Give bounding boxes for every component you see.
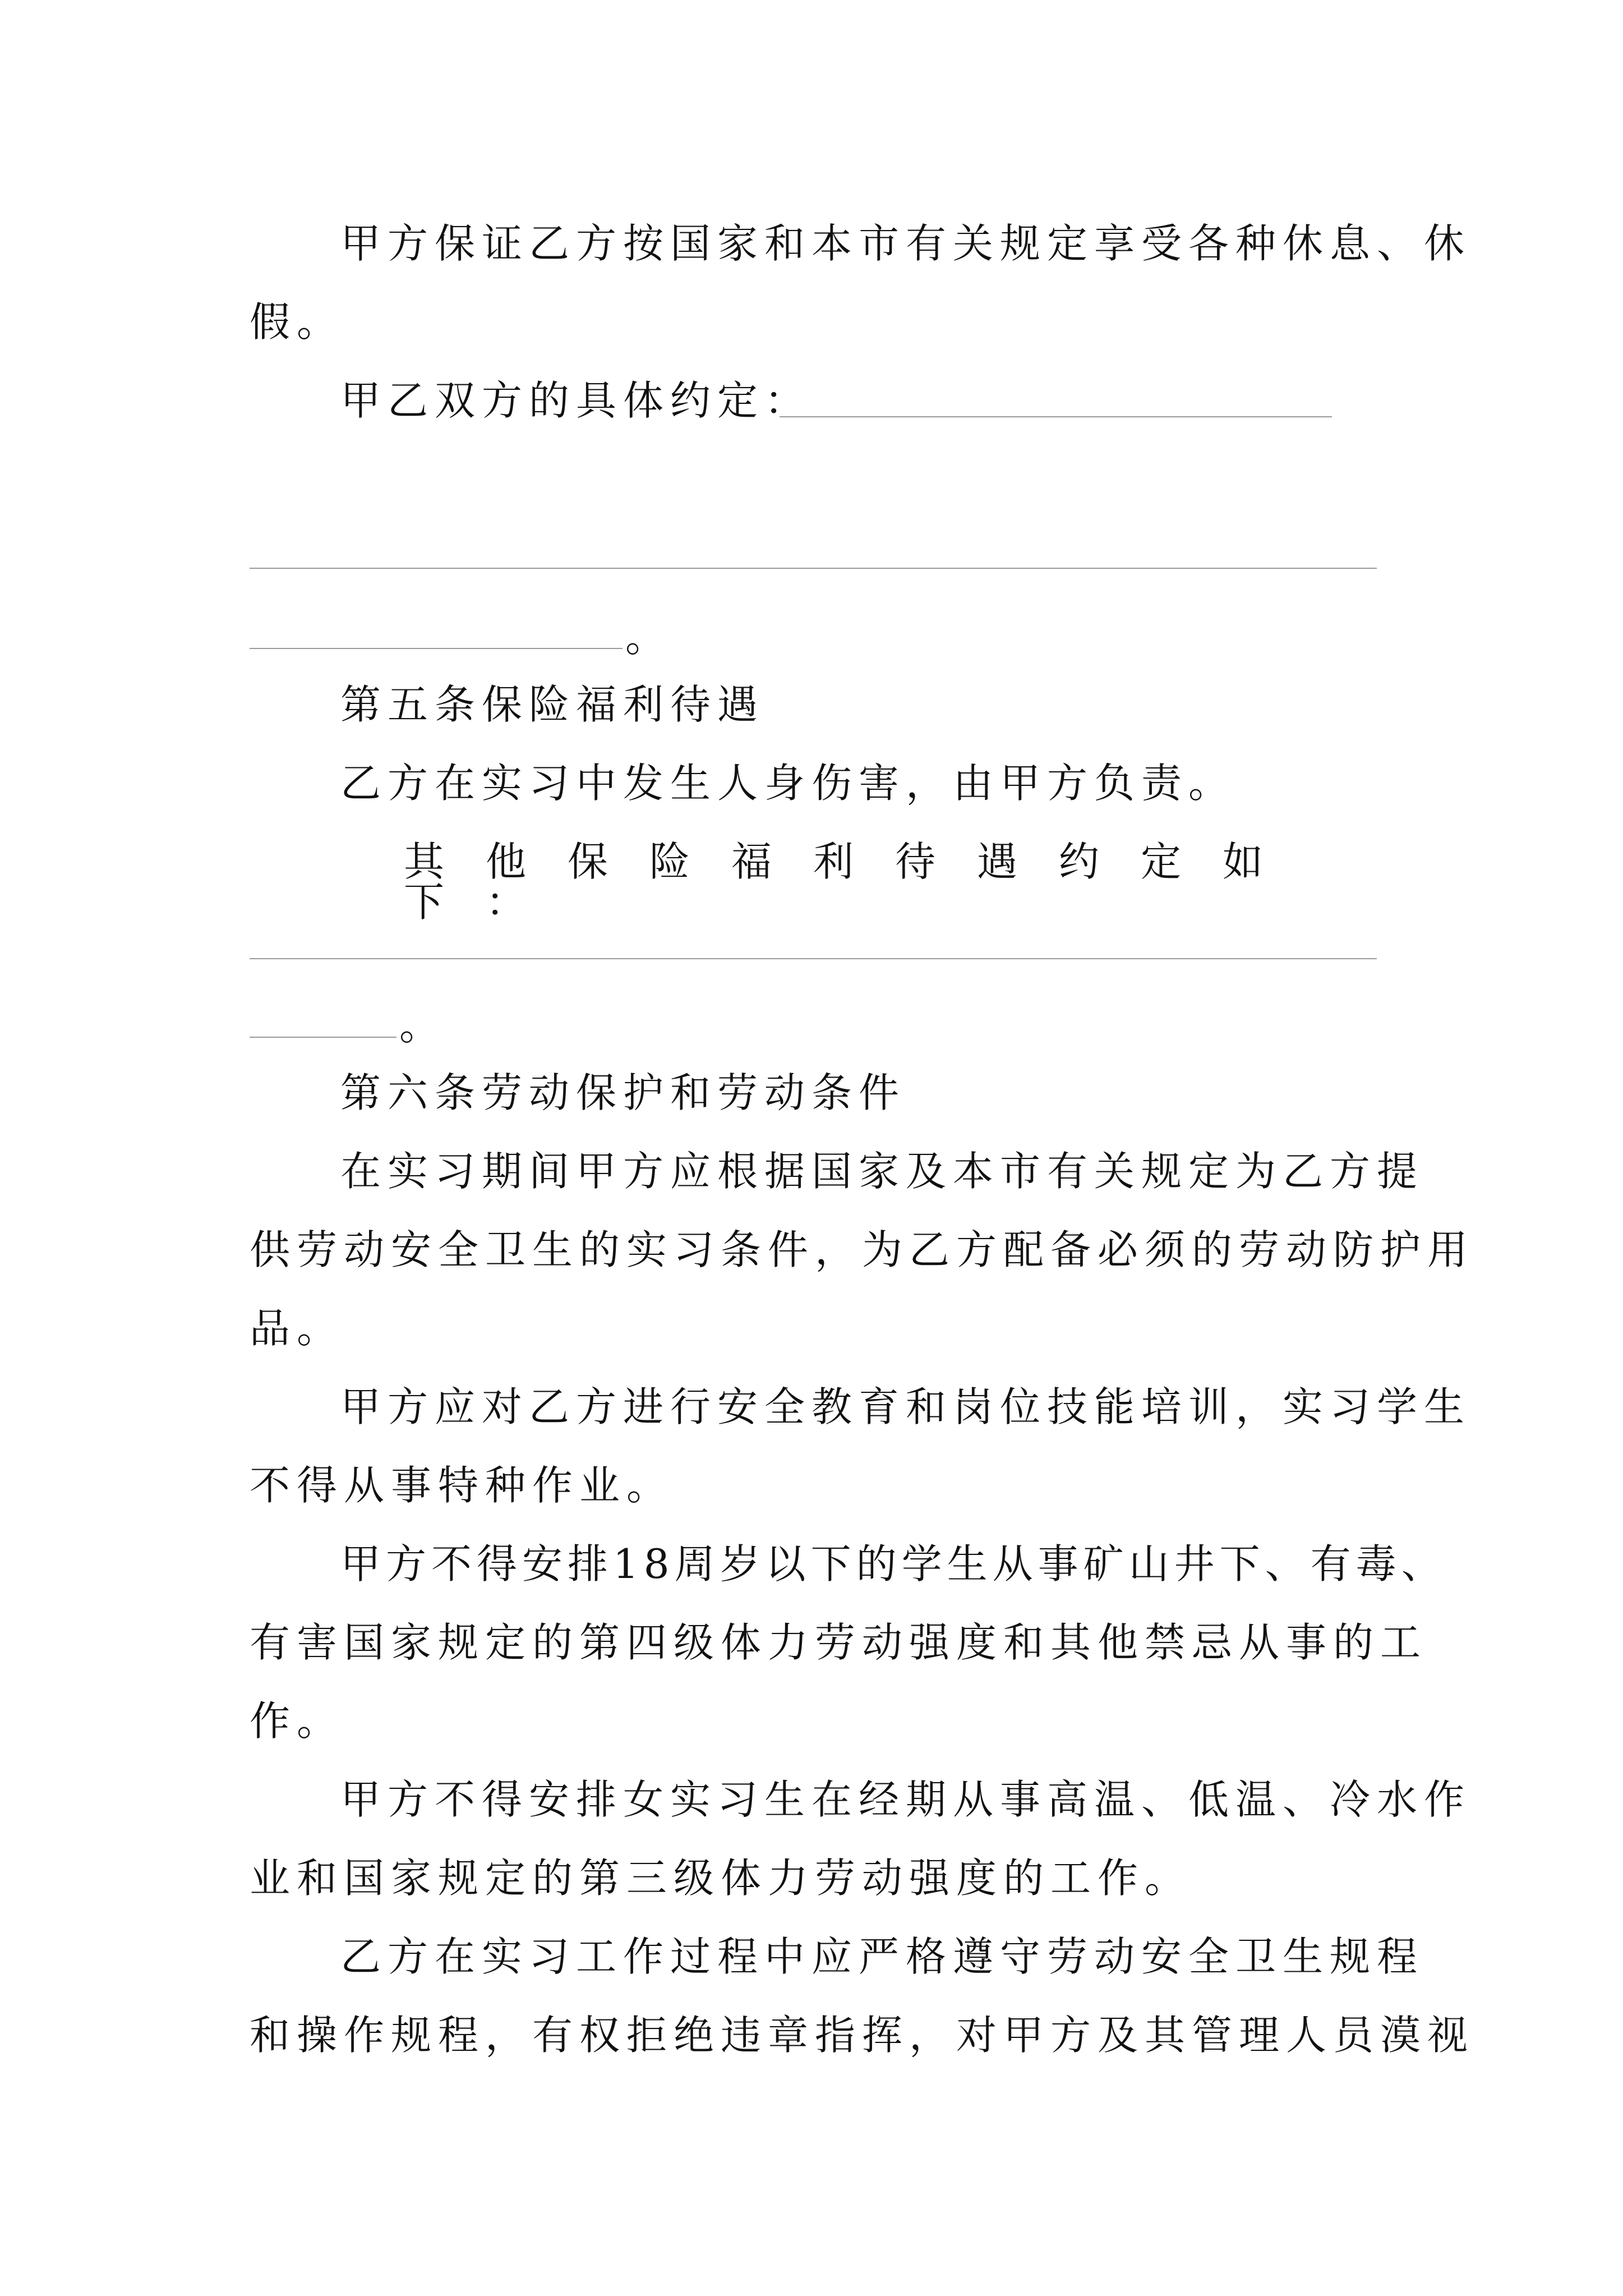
paragraph-line-21: 和操作规程，有权拒绝违章指挥，对甲方及其管理人员漠视 (250, 2012, 1475, 2059)
blank-line-benefits-2 (250, 1037, 396, 1038)
paragraph-line-2: 假。 (250, 298, 344, 346)
paragraph-line-17: 作。 (250, 1697, 344, 1745)
blank-line-benefits-1 (250, 958, 1377, 959)
paragraph-line-18: 甲方不得安排女实习生在经期从事高温、低温、冷水作 (340, 1776, 1472, 1823)
benefits-end-mark: 。 (399, 1002, 440, 1049)
paragraph-line-11: 供劳动安全卫生的实习条件，为乙方配备必须的劳动防护用 (250, 1226, 1475, 1273)
blank-line-agreement-1 (780, 416, 1332, 417)
paragraph-line-1: 甲方保证乙方按国家和本市有关规定享受各种休息、休 (340, 220, 1472, 267)
section-six-heading: 第六条劳动保护和劳动条件 (340, 1069, 906, 1116)
blank-line-agreement-2 (250, 568, 1377, 569)
paragraph-line-14: 不得从事特种作业。 (250, 1462, 674, 1509)
agreement-label: 甲乙双方的具体约定： (340, 377, 812, 424)
paragraph-line-15: 甲方不得安排18周岁以下的学生从事矿山井下、有毒、 (340, 1540, 1447, 1588)
other-benefits-text: 其他保险福利待遇约定如下： (404, 838, 1305, 926)
blank-line-agreement-3 (250, 648, 623, 649)
injury-clause: 乙方在实习中发生人身伤害，由甲方负责。 (340, 760, 1236, 807)
paragraph-line-10: 在实习期间甲方应根据国家及本市有关规定为乙方提 (340, 1148, 1424, 1195)
paragraph-line-13: 甲方应对乙方进行安全教育和岗位技能培训，实习学生 (340, 1383, 1472, 1430)
agreement-end-mark: 。 (625, 614, 666, 661)
section-five-heading: 第五条保险福利待遇 (340, 681, 765, 728)
paragraph-line-20: 乙方在实习工作过程中应严格遵守劳动安全卫生规程 (340, 1933, 1424, 1980)
paragraph-line-16: 有害国家规定的第四级体力劳动强度和其他禁忌从事的工 (250, 1619, 1428, 1666)
other-benefits-label (404, 838, 1368, 926)
paragraph-line-19: 业和国家规定的第三级体力劳动强度的工作。 (250, 1855, 1192, 1902)
paragraph-line-12: 品。 (250, 1305, 344, 1352)
